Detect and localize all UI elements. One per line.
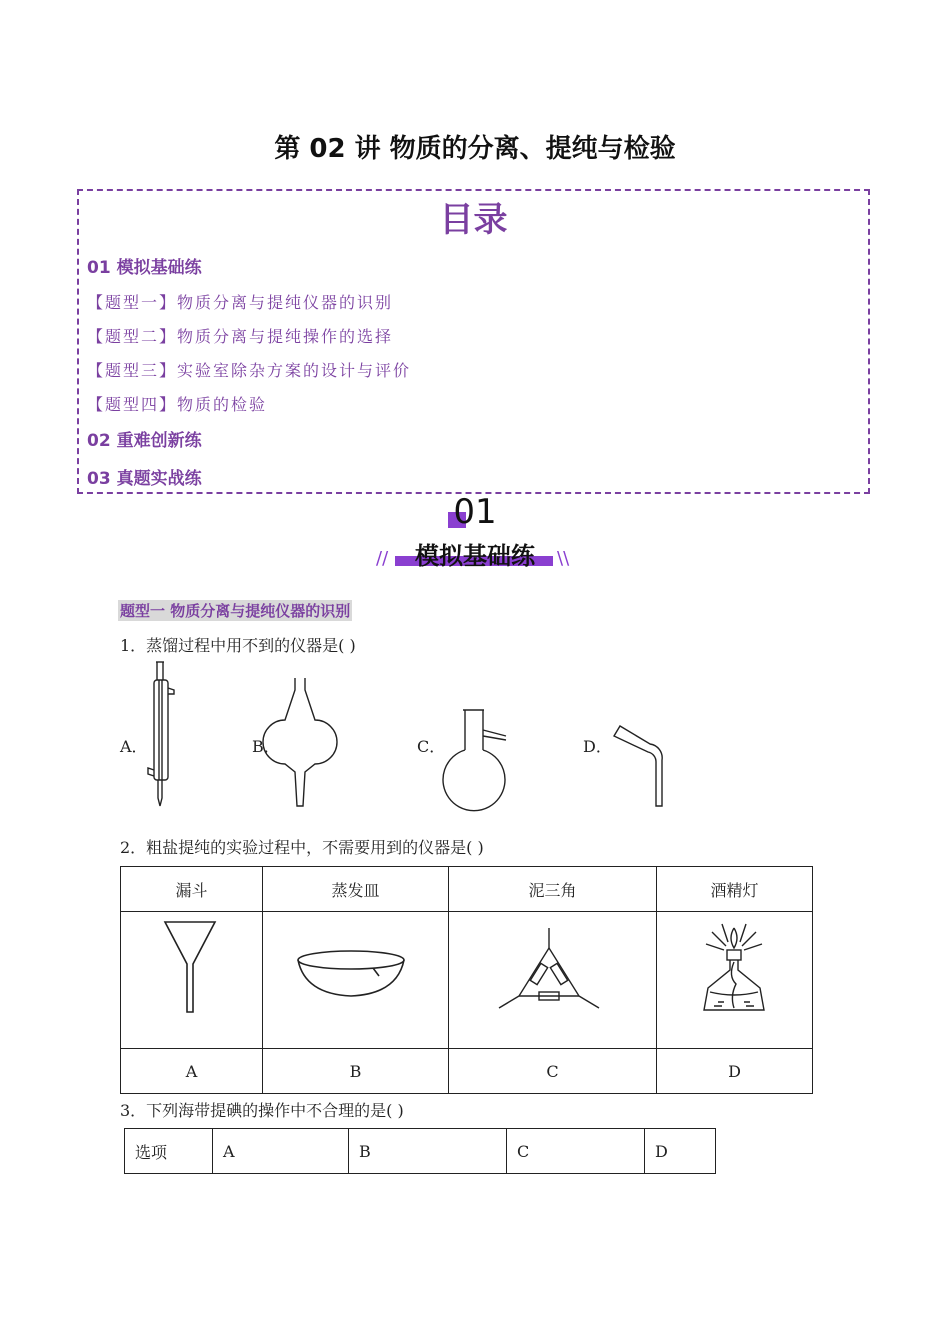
toc-heading: 目录 — [439, 200, 508, 240]
q2-option-a: A — [121, 1049, 263, 1094]
q3-header-a: A — [213, 1129, 349, 1174]
question-1-stem: 1．蒸馏过程中用不到的仪器是( ) — [120, 636, 356, 655]
toc-item-02[interactable]: 02 重难创新练 — [87, 431, 202, 451]
q2-option-d: D — [657, 1049, 813, 1094]
question-2-stem: 2．粗盐提纯的实验过程中，不需要用到的仪器是( ) — [120, 838, 484, 857]
toc-sub-item-1[interactable]: 【题型一】物质分离与提纯仪器的识别 — [87, 293, 394, 312]
toc-sub-item-3[interactable]: 【题型三】实验室除杂方案的设计与评价 — [87, 361, 412, 380]
q2-header-clay-triangle: 泥三角 — [449, 867, 657, 912]
section-number: 01 — [453, 492, 497, 532]
question-type-label: 题型一 物质分离与提纯仪器的识别 — [120, 602, 351, 620]
section-label: 模拟基础练 — [415, 542, 535, 570]
q2-header-evaporating-dish: 蒸发皿 — [263, 867, 449, 912]
q2-header-alcohol-lamp: 酒精灯 — [657, 867, 813, 912]
q3-header-c: C — [507, 1129, 645, 1174]
q2-header-funnel: 漏斗 — [121, 867, 263, 912]
q3-header-d: D — [645, 1129, 716, 1174]
page-title: 第 02 讲 物质的分离、提纯与检验 — [274, 134, 676, 164]
q3-header-b: B — [349, 1129, 507, 1174]
condenser-icon — [140, 660, 180, 810]
clay-triangle-icon — [497, 926, 601, 1012]
q1-option-d: D． — [583, 737, 612, 756]
adapter-tube-icon — [610, 720, 670, 810]
distillation-flask-icon — [440, 706, 512, 810]
separatory-funnel-icon — [275, 676, 327, 810]
toc-sub-item-2[interactable]: 【题型二】物质分离与提纯操作的选择 — [87, 327, 394, 346]
evaporating-dish-icon — [295, 948, 407, 1000]
funnel-icon — [162, 920, 218, 1016]
toc-item-03[interactable]: 03 真题实战练 — [87, 469, 202, 489]
question-3-stem: 3．下列海带提碘的操作中不合理的是( ) — [120, 1101, 404, 1120]
q3-header-option: 选项 — [125, 1129, 213, 1174]
right-slash-decoration: \\ — [557, 548, 570, 569]
q2-option-b: B — [263, 1049, 449, 1094]
left-slash-decoration: // — [376, 548, 389, 569]
q2-option-c: C — [449, 1049, 657, 1094]
q1-option-c: C． — [417, 737, 446, 756]
alcohol-lamp-icon — [694, 922, 774, 1016]
toc-sub-item-4[interactable]: 【题型四】物质的检验 — [87, 395, 268, 414]
q1-option-b: B． — [252, 737, 280, 756]
q3-option-table — [124, 1128, 716, 1174]
q1-option-a: A． — [120, 737, 148, 756]
toc-item-01[interactable]: 01 模拟基础练 — [87, 258, 202, 278]
